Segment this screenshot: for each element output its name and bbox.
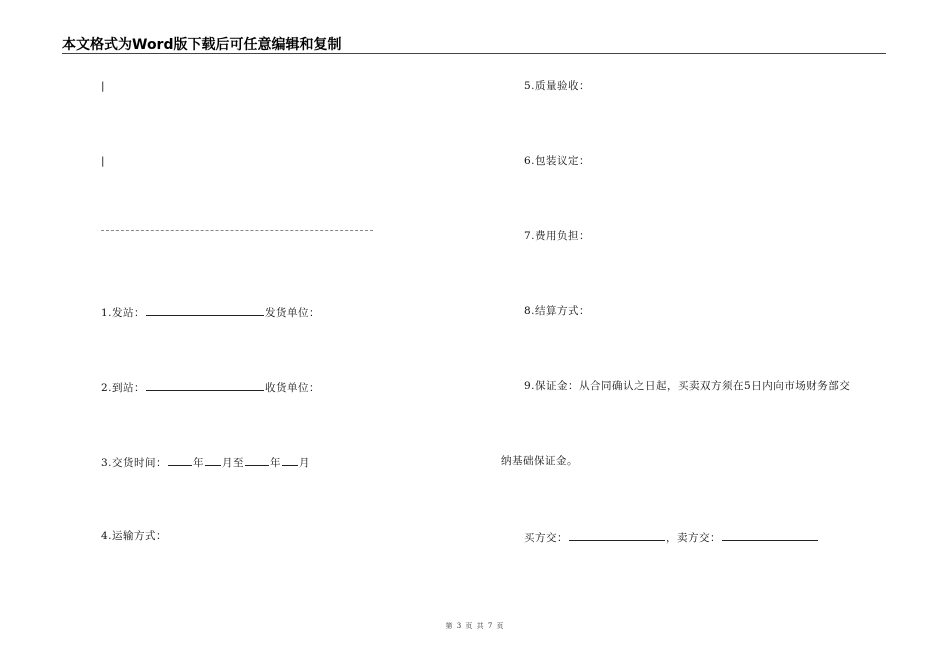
end-year-blank[interactable] [245, 454, 269, 466]
buyer-pays-blank[interactable] [569, 529, 665, 541]
start-month-blank[interactable] [205, 454, 221, 466]
consignee-unit-label: 收货单位： [265, 382, 321, 394]
header-divider [62, 53, 886, 54]
page-number-footer: 第 3 页 共 7 页 [445, 622, 505, 630]
left-mark-2: | [101, 155, 106, 167]
departure-station-label: 1.发站： [101, 307, 146, 319]
end-month-unit: 月 [299, 457, 311, 469]
item-settlement-method: 8.结算方式： [524, 305, 591, 317]
end-year-unit: 年 [270, 457, 282, 469]
delivery-time-label: 3.交货时间： [101, 457, 168, 469]
deposit-payment-line [524, 529, 819, 545]
buyer-pays-label: 买方交： [524, 532, 568, 544]
item-delivery-time [101, 454, 310, 470]
item-transport-method: 4.运输方式： [101, 530, 168, 542]
shipper-unit-label: 发货单位： [265, 307, 321, 319]
dashed-separator [101, 230, 373, 231]
end-month-blank[interactable] [282, 454, 298, 466]
arrival-station-label: 2.到站： [101, 382, 146, 394]
item-deposit-line-1: 9.保证金：从合同确认之日起，买卖双方须在5日内向市场财务部交 [524, 380, 851, 392]
item-packaging-agreement: 6.包装议定： [524, 155, 591, 167]
departure-station-blank[interactable] [146, 304, 264, 316]
item-quality-acceptance: 5.质量验收： [524, 80, 591, 92]
document-header-title: 本文格式为Word版下载后可任意编辑和复制 [62, 37, 342, 53]
start-year-unit: 年 [193, 457, 205, 469]
comma-separator: ， [666, 532, 677, 544]
arrival-station-blank[interactable] [146, 379, 264, 391]
start-month-unit: 月至 [222, 457, 245, 469]
item-departure-station [101, 304, 320, 320]
seller-pays-label: 卖方交： [677, 532, 721, 544]
start-year-blank[interactable] [168, 454, 192, 466]
left-mark-1: | [101, 80, 106, 92]
item-cost-bearing: 7.费用负担： [524, 230, 591, 242]
item-deposit-line-2: 纳基础保证金。 [501, 455, 578, 467]
seller-pays-blank[interactable] [722, 529, 818, 541]
item-arrival-station [101, 379, 320, 395]
